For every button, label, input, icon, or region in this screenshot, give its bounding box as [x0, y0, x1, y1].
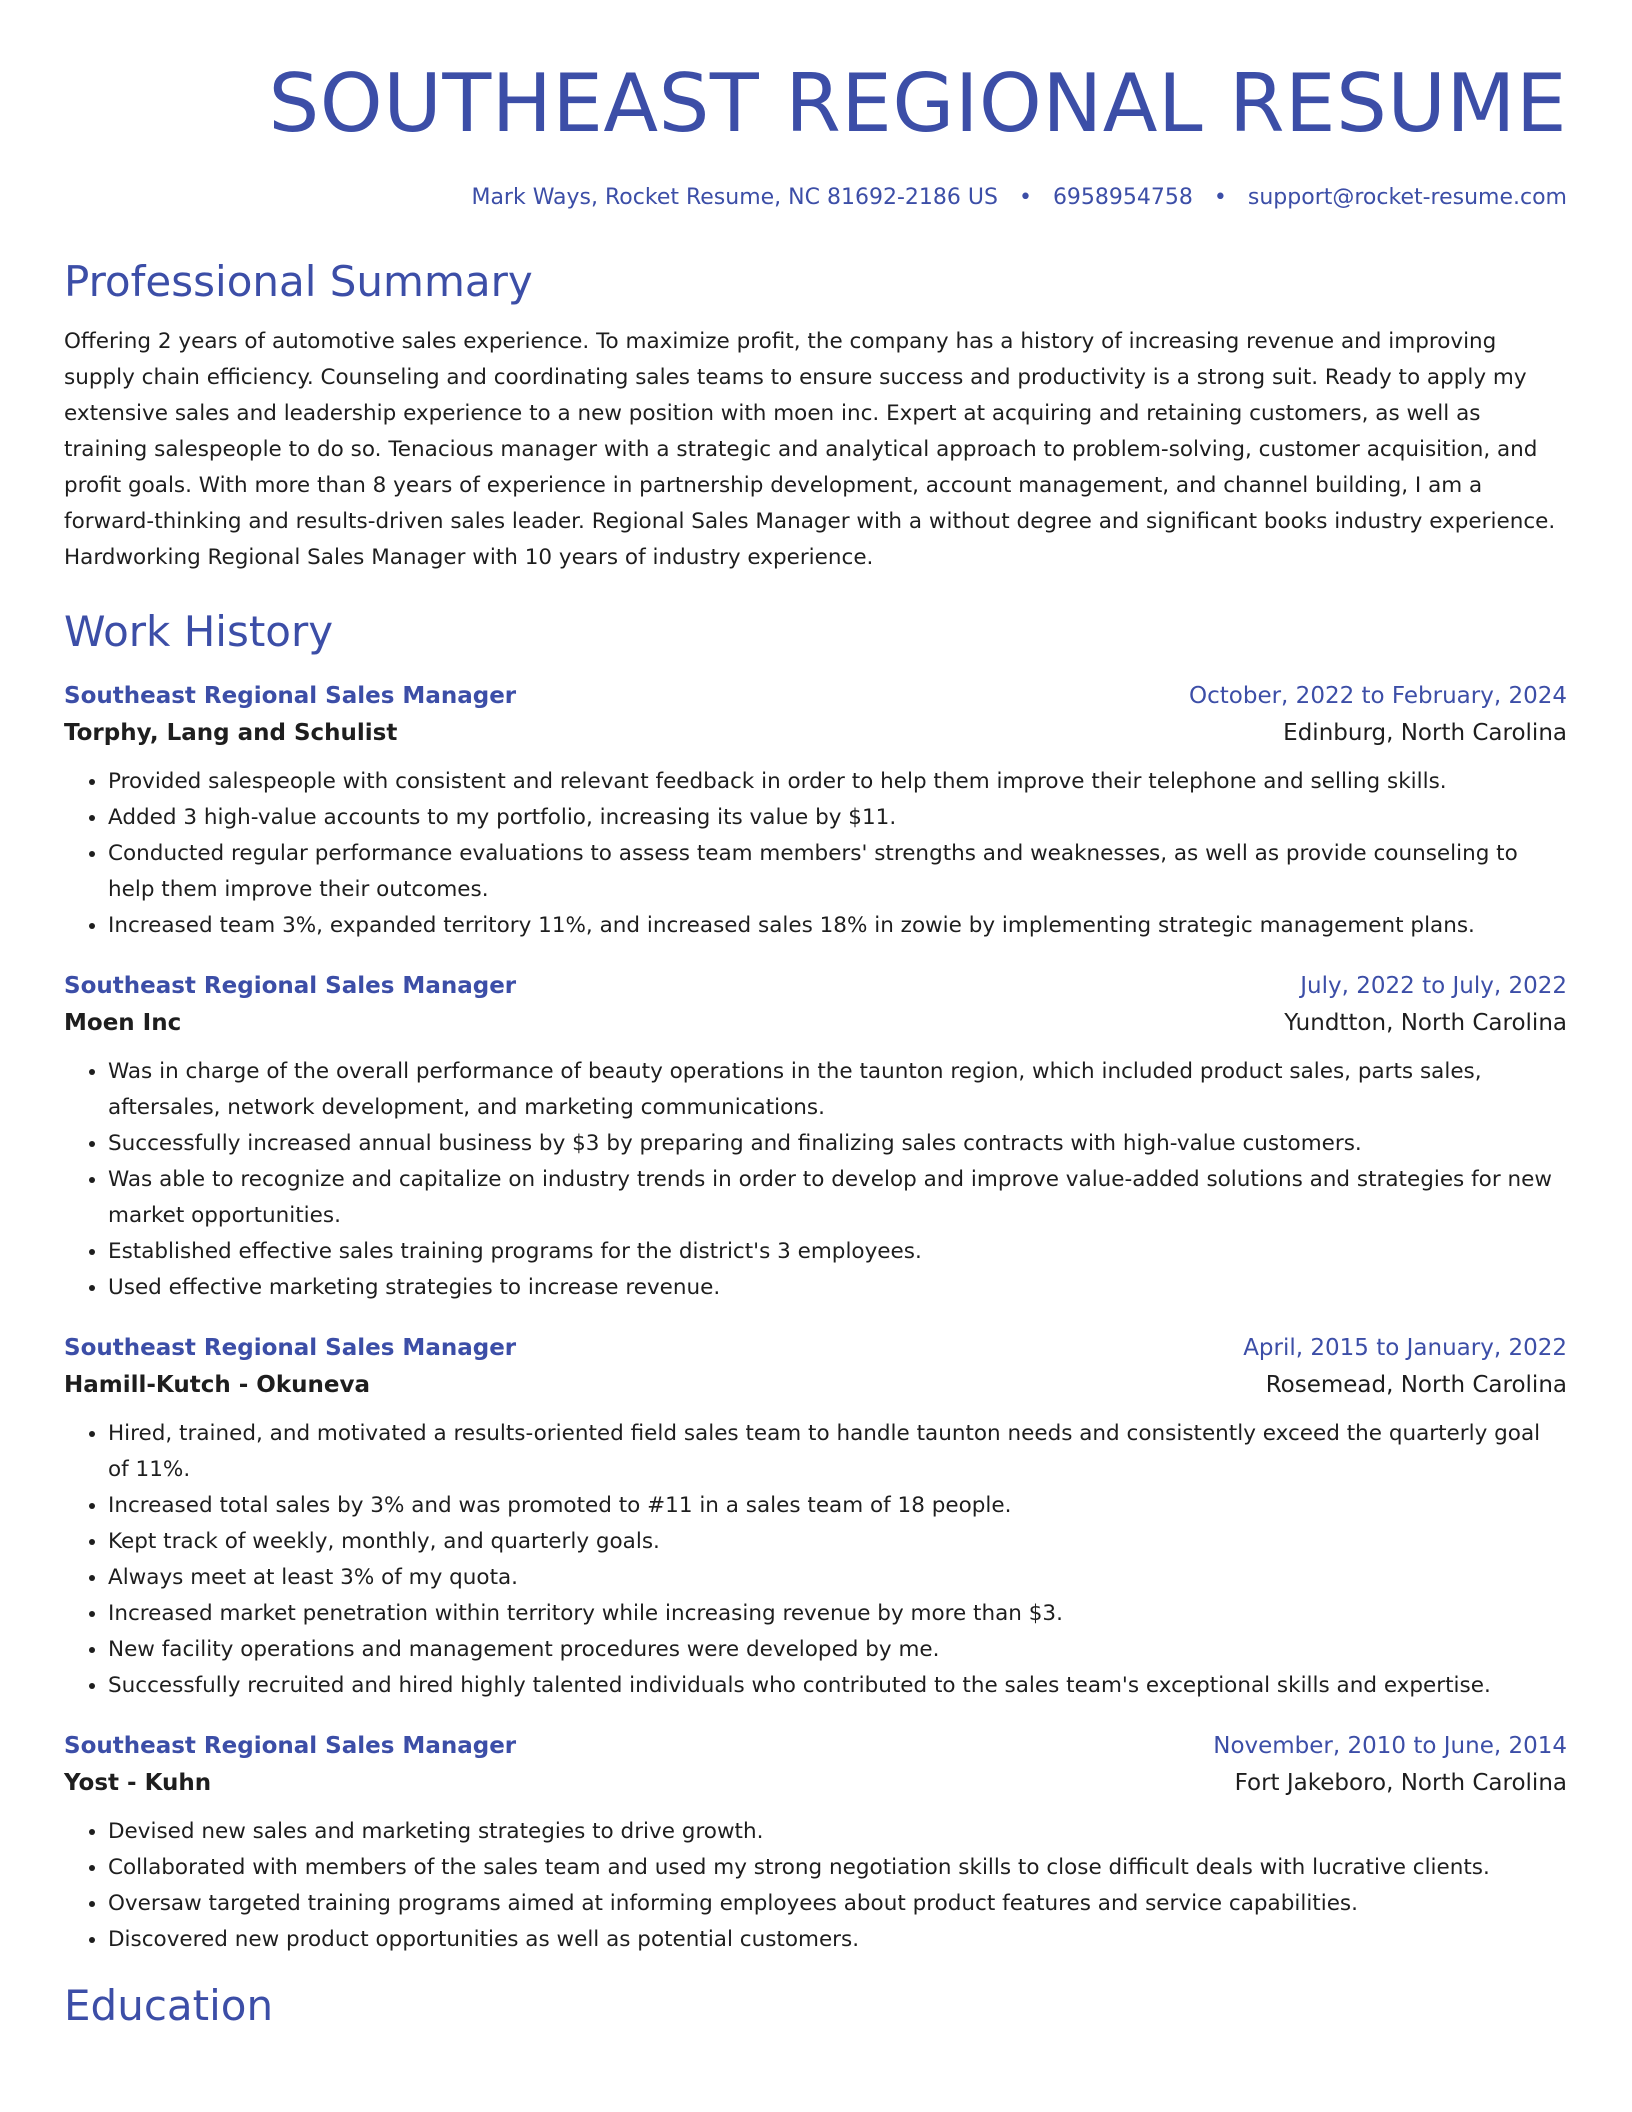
job-bullet: • Kept track of weekly, monthly, and quarterly goals. [108, 1524, 1567, 1560]
job-bullet: • Devised new sales and marketing strategies to drive growth. [108, 1814, 1567, 1850]
job-title: Southeast Regional Sales Manager [64, 683, 517, 709]
resume-page [64, 0, 1567, 2032]
job-bullet: • Collaborated with members of the sales team and used my strong negotiation skills to close difficult deals with lucrative clients. [108, 1850, 1567, 1886]
job-bullet: • Provided salespeople with consistent and relevant feedback in order to help them improve their telephone and selling skills. [108, 764, 1567, 800]
job-company-row [64, 714, 1567, 752]
job-bullet: • Successfully increased annual business by $3 by preparing and finalizing sales contracts with high-value customers. [108, 1126, 1567, 1162]
job-company: Torphy, Lang and Schulist [64, 720, 398, 746]
work-history-heading: Work History [64, 607, 334, 656]
job-company: Hamill-Kutch - Okuneva [64, 1372, 370, 1398]
job-location: Yundtton, North Carolina [1284, 1010, 1567, 1036]
job-dates: October, 2022 to February, 2024 [1189, 683, 1567, 709]
job-title: Southeast Regional Sales Manager [64, 1733, 517, 1759]
job-location: Edinburg, North Carolina [1283, 720, 1567, 746]
job-bullet: • Used effective marketing strategies to increase revenue. [108, 1270, 1567, 1306]
job-location: Rosemead, North Carolina [1265, 1372, 1567, 1398]
job-entry [64, 1330, 1567, 1704]
summary-heading: Professional Summary [64, 257, 533, 306]
job-entry [64, 1728, 1567, 1958]
job-location: Fort Jakeboro, North Carolina [1234, 1770, 1567, 1796]
job-bullet: • Increased market penetration within territory while increasing revenue by more than $3. [108, 1596, 1567, 1632]
job-bullet: • Increased total sales by 3% and was promoted to #11 in a sales team of 18 people. [108, 1488, 1567, 1524]
job-company-row [64, 1366, 1567, 1404]
job-dates: November, 2010 to June, 2014 [1213, 1733, 1567, 1759]
job-bullet: • Successfully recruited and hired highly talented individuals who contributed to the sales team's exceptional skills and expertise. [108, 1668, 1567, 1704]
job-company: Yost - Kuhn [64, 1770, 212, 1796]
job-bullet: • Increased team 3%, expanded territory 11%, and increased sales 18% in zowie by implementing strategic management plans. [108, 908, 1567, 944]
job-bullet: • Added 3 high-value accounts to my portfolio, increasing its value by $11. [108, 800, 1567, 836]
job-title-row [64, 968, 1567, 1004]
job-entry [64, 678, 1567, 944]
contact-phone: 6958954758 [1052, 185, 1193, 210]
resume-title: SOUTHEAST REGIONAL RESUME [268, 57, 1567, 150]
job-title: Southeast Regional Sales Manager [64, 1335, 517, 1361]
job-bullet: • Discovered new product opportunities as well as potential customers. [108, 1922, 1567, 1958]
job-entry [64, 968, 1567, 1306]
job-title-row [64, 678, 1567, 714]
contact-email: support@rocket-resume.com [1247, 185, 1567, 210]
job-bullet: • Always meet at least 3% of my quota. [108, 1560, 1567, 1596]
job-title: Southeast Regional Sales Manager [64, 973, 517, 999]
summary-text: Offering 2 years of automotive sales experience. To maximize profit, the company has a history of increasing revenue and improving supply chain efficiency. Counseling and coordinating sales teams to ensure success and productivity is a strong suit. Ready to apply my extensive sales and leadership experience to a new position with moen inc. Expert at acquiring and retaining customers, as well as training salespeople to do so. Tenacious manager with a strategic and analytical approach to problem-solving, customer acquisition, and profit goals. With more than 8 years of experience in partnership development, account management, and channel building, I am a forward-thinking and results-driven sales leader. Regional Sales Manager with a without degree and significant books industry experience. Hardworking Regional Sales Manager with 10 years of industry experience. [64, 329, 1556, 570]
contact-address: Mark Ways, Rocket Resume, NC 81692-2186 US [471, 185, 998, 210]
job-bullets [64, 1054, 1567, 1306]
job-title-row [64, 1728, 1567, 1764]
job-bullet: • Established effective sales training programs for the district's 3 employees. [108, 1234, 1567, 1270]
job-bullets [64, 1416, 1567, 1704]
job-title-row [64, 1330, 1567, 1366]
work-history-list [64, 678, 1567, 1958]
job-bullets [64, 764, 1567, 944]
job-bullet: • New facility operations and management procedures were developed by me. [108, 1632, 1567, 1668]
job-bullet: • Oversaw targeted training programs aimed at informing employees about product features and service capabilities. [108, 1886, 1567, 1922]
job-company-row [64, 1004, 1567, 1042]
job-dates: April, 2015 to January, 2022 [1243, 1335, 1567, 1361]
job-company: Moen Inc [64, 1010, 182, 1036]
job-dates: July, 2022 to July, 2022 [1300, 973, 1567, 999]
job-bullets [64, 1814, 1567, 1958]
contact-separator: • [1018, 185, 1032, 210]
contact-separator: • [1213, 185, 1227, 210]
job-bullet: • Was able to recognize and capitalize on industry trends in order to develop and improve value-added solutions and strategies for new market opportunities. [108, 1162, 1567, 1234]
education-heading: Education [64, 1981, 274, 2030]
contact-line [64, 184, 1567, 212]
job-bullet: • Conducted regular performance evaluations to assess team members' strengths and weaknesses, as well as provide counseling to help them improve their outcomes. [108, 836, 1567, 908]
job-bullet: • Was in charge of the overall performance of beauty operations in the taunton region, which included product sales, parts sales, aftersales, network development, and marketing communications. [108, 1054, 1567, 1126]
job-bullet: • Hired, trained, and motivated a results-oriented field sales team to handle taunton needs and consistently exceed the quarterly goal of 11%. [108, 1416, 1567, 1488]
job-company-row [64, 1764, 1567, 1802]
